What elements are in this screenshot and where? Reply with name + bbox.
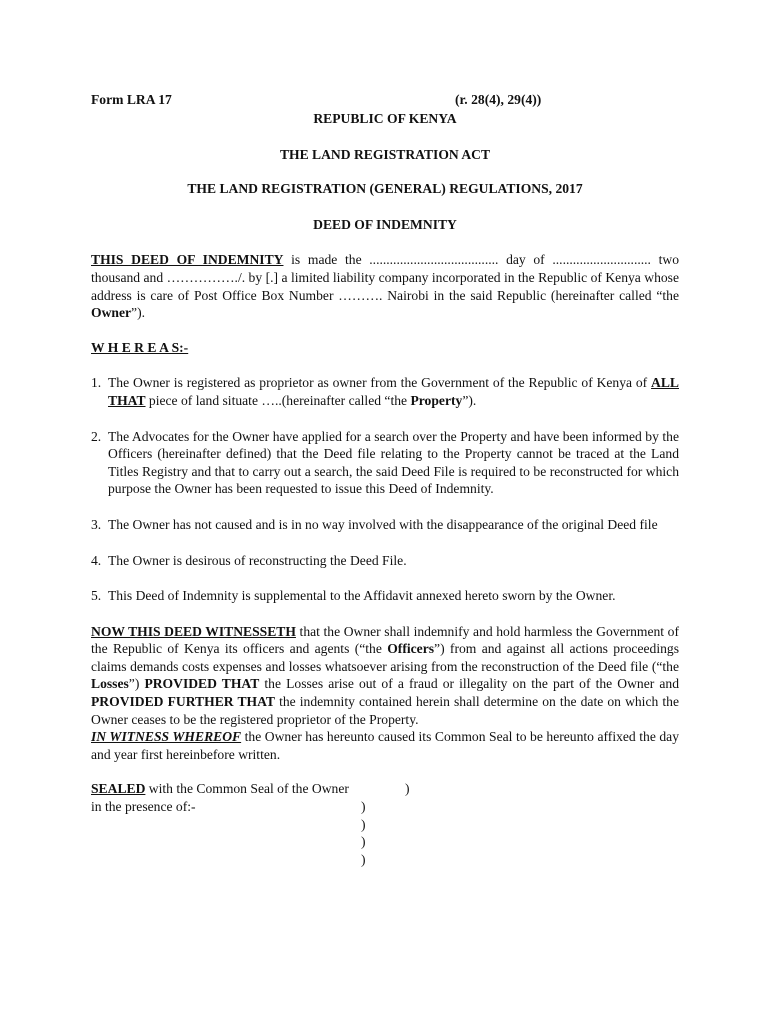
intro-owner: Owner xyxy=(91,305,132,321)
bracket: ) xyxy=(405,781,410,797)
bracket: ) xyxy=(361,851,366,867)
recital-item xyxy=(91,552,679,570)
sealed-text: with the Common Seal of the Owner xyxy=(145,781,349,797)
recital-item xyxy=(91,587,679,605)
witness-lead: IN WITNESS WHEREOF xyxy=(91,729,242,745)
witness-paragraph xyxy=(91,728,679,763)
witness-text: the Owner has hereunto caused its Common Seal to be hereunto affixed the day and year first hereinbefore written. xyxy=(91,729,680,762)
recital-item xyxy=(91,428,679,498)
witnesseth-text: ”) from and against all actions proceedings claims demands costs expenses and losses whatsoever arising from the reconstruction of the Deed file (“the xyxy=(91,641,679,674)
bracket-line xyxy=(91,833,679,851)
recital-text: The Owner is registered as proprietor as owner from the Government of the Republic of Kenya of xyxy=(108,375,652,391)
intro-paragraph xyxy=(91,251,679,321)
title-regulations: THE LAND REGISTRATION (GENERAL) REGULATIONS, 2017 xyxy=(187,181,583,197)
losses-term: Losses xyxy=(91,676,129,692)
title-republic: REPUBLIC OF KENYA xyxy=(313,111,457,126)
recital-number: 2. xyxy=(91,428,102,444)
provided-further-that: PROVIDED FURTHER THAT xyxy=(91,694,275,710)
witnesseth-text: the indemnity contained herein shall determine on the date on which the Owner ceases to be the registered proprietor of the Property. xyxy=(91,694,679,727)
provided-that: PROVIDED THAT xyxy=(144,676,260,692)
recitals-list xyxy=(91,374,679,604)
recital-item xyxy=(91,374,679,409)
recital-text: The Owner is desirous of reconstructing the Deed File. xyxy=(108,552,407,568)
witnesseth-text: the Losses arise out of a fraud or illegality on the part of the Owner and xyxy=(259,676,679,692)
sealed-lead: SEALED xyxy=(91,781,146,797)
bracket: ) xyxy=(361,799,366,815)
presence-line xyxy=(91,798,679,816)
recital-item xyxy=(91,516,679,534)
officers-term: Officers xyxy=(387,641,435,657)
intro-lead: THIS DEED OF INDEMNITY xyxy=(91,252,284,268)
sealing-block xyxy=(91,780,679,868)
witnesseth-text: ”) xyxy=(128,676,145,692)
intro-text-1: is made the ...................................... day of ............................. two thousand and ……………./. by [.] a limited liability company incorporated in the Republic of Kenya whose address is care of Post Office Box Number ………. Nairobi in the said Republic (hereinafter called “the xyxy=(91,252,679,303)
bracket: ) xyxy=(361,834,366,850)
title-act: THE LAND REGISTRATION ACT xyxy=(279,146,491,162)
title-deed: DEED OF INDEMNITY xyxy=(313,216,457,232)
sealed-line xyxy=(91,780,679,798)
recital-number: 1. xyxy=(91,375,102,391)
recital-text: piece of land situate …..(hereinafter called “the xyxy=(145,392,411,408)
recital-text: This Deed of Indemnity is supplemental to the Affidavit annexed hereto sworn by the Owner. xyxy=(108,588,616,604)
whereas-heading: W H E R E A S:- xyxy=(91,339,189,355)
form-number: Form LRA 17 xyxy=(91,92,172,107)
witnesseth-paragraph xyxy=(91,623,679,729)
bracket-line xyxy=(91,851,679,869)
form-header xyxy=(91,92,679,110)
intro-text-2: ”). xyxy=(131,305,145,321)
recital-text: The Owner has not caused and is in no way involved with the disappearance of the original Deed file xyxy=(108,516,658,532)
recital-text: ”). xyxy=(462,392,477,408)
witnesseth-text: that the Owner shall indemnify and hold harmless the Government of the Republic of Kenya its officers and agents (“the xyxy=(91,623,679,657)
recital-number: 5. xyxy=(91,588,102,604)
document-page xyxy=(91,92,679,868)
rule-reference: (r. 28(4), 29(4)) xyxy=(455,92,542,107)
all-that: ALL THAT xyxy=(108,375,679,408)
presence-text: in the presence of:- xyxy=(91,799,196,815)
recital-number: 4. xyxy=(91,552,102,568)
recital-number: 3. xyxy=(91,516,102,532)
witnesseth-lead: NOW THIS DEED WITNESSETH xyxy=(91,623,296,639)
property-term: Property xyxy=(410,392,463,408)
recital-text: The Advocates for the Owner have applied for a search over the Property and have been informed by the Officers (hereinafter defined) that the Deed file relating to the Property cannot be traced at the Land Titles Registry and that to carry out a search, the said Deed File is required to be reconstructed for which purpose the Owner has been requested to issue this Deed of Indemnity. xyxy=(108,428,679,497)
bracket-line xyxy=(91,816,679,834)
bracket: ) xyxy=(361,816,366,832)
